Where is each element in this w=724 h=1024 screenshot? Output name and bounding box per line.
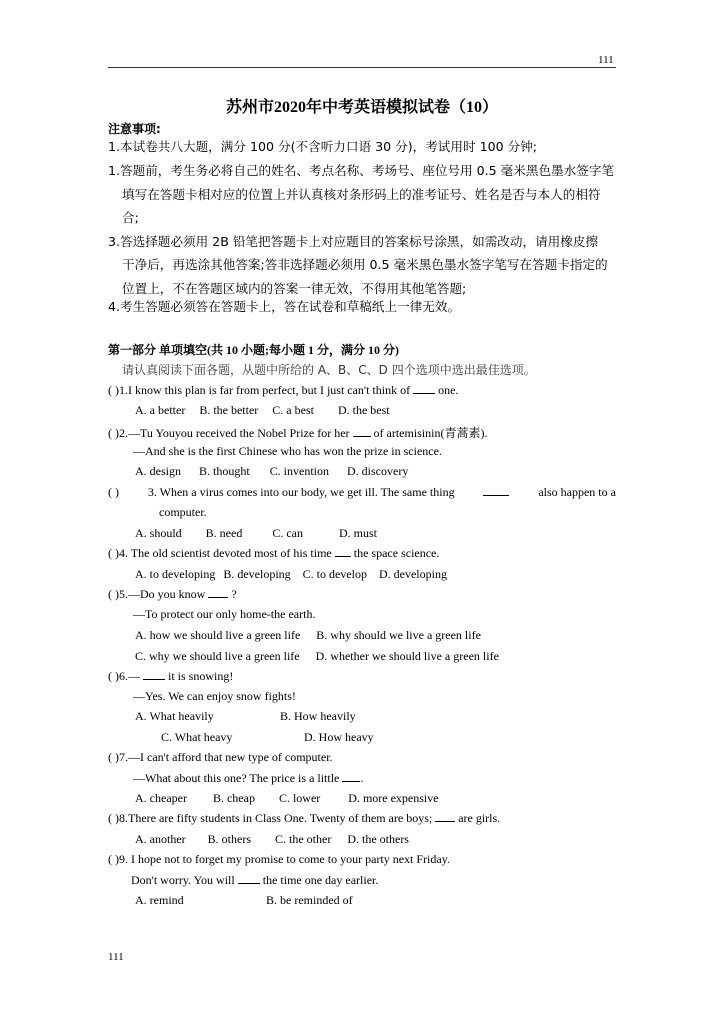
answer-paren: ( ) [108,546,119,560]
options-row [135,832,409,847]
answer-blank [238,873,260,884]
question-text: the space science. [353,546,440,560]
answer-paren: ( ) [108,750,119,764]
question-4 [108,546,439,561]
question-text: . [360,771,364,785]
question-7-reply [133,771,363,786]
option: D. whether we should live a green life [315,649,499,663]
option: D. must [338,526,377,540]
option: D. more expensive [348,791,439,805]
options-row [135,649,499,664]
question-text: 5.—Do you know [119,587,206,601]
note-line: 填写在答题卡相对应的位置上并认真核对条形码上的准考证号、姓名是否与本人的相符 [122,187,601,202]
option: C. the other [275,832,332,846]
option: A. how we should live a green life [135,628,301,642]
option: A. should [135,526,182,540]
question-9 [108,852,450,867]
answer-blank [143,669,165,680]
option: C. lower [278,791,321,805]
question-2-reply: —And she is the first Chinese who has won the prize in science. [133,444,442,458]
notes-heading: 注意事项: [108,122,161,136]
options-row [135,464,408,479]
option: B. be reminded of [266,893,353,907]
question-5-reply: —To protect our only home-the earth. [133,607,316,621]
question-text: 9. I hope not to forget my promise to come to your party next Friday. [119,852,450,866]
options-row [135,403,390,418]
option: C. invention [269,464,330,478]
footer-page-number: 111 [108,951,124,963]
options-row [135,567,447,582]
option: B. cheap [212,791,255,805]
question-text: are girls. [458,811,501,825]
option: B. thought [199,464,250,478]
option: B. need [205,526,243,540]
note-line: 位置上，不在答题区域内的答案一律无效，不得用其他笔答题; [122,281,467,296]
question-text: one. [438,383,459,397]
options-row [135,526,377,541]
option: C. a best [272,403,314,417]
answer-paren: ( ) [108,426,119,440]
option: B. How heavily [280,709,356,723]
option: A. another [135,832,186,846]
option: A. a better [135,403,186,417]
answer-blank [435,811,455,822]
section-heading: 第一部分 单项填空(共 10 小题;每小题 1 分，满分 10 分) [108,343,399,357]
question-text: also happen to a [538,485,616,499]
answer-blank [208,587,228,598]
option: A. cheaper [135,791,187,805]
question-9-reply [131,873,378,888]
answer-paren: ( ) [108,852,119,866]
option: B. developing [223,567,291,581]
note-line: 干净后，再选涂其他答案;答非选择题必须用 0.5 毫米黑色墨水签字笔写在答题卡指定的 [122,257,608,272]
option: B. the better [199,403,259,417]
answer-blank [483,485,509,496]
answer-blank [342,771,360,782]
option: A. remind [135,893,184,907]
option: C. What heavy [161,730,233,744]
answer-paren: ( ) [108,811,119,825]
section-instruction: 请认真阅读下面各题，从题中所给的 A、B、C、D 四个选项中选出最佳选项。 [122,363,536,377]
question-5 [108,587,237,602]
option: A. to developing [135,567,216,581]
answer-paren: ( ) [108,669,119,683]
question-6 [108,669,233,684]
question-1 [108,383,458,398]
question-text: 6.— [119,669,140,683]
option: A. What heavily [135,709,214,723]
option: C. to develop [302,567,367,581]
question-text: the time one day earlier. [262,873,379,887]
option: D. the others [347,832,409,846]
option: B. others [207,832,251,846]
note-line: 合; [122,210,139,225]
answer-blank [413,383,435,394]
question-8 [108,811,500,826]
options-row [135,791,439,806]
note-line: 1.本试卷共八大题，满分 100 分(不含听力口语 30 分)，考试用时 100 分钟; [108,139,538,154]
answer-paren: ( ) [108,383,119,397]
question-7 [108,750,333,765]
note-line: 4.考生答题必须答在答题卡上，答在试卷和草稿纸上一律无效。 [108,299,461,314]
answer-paren: ( ) [108,485,119,499]
option: D. developing [378,567,447,581]
option: A. design [135,464,181,478]
question-text: —What about this one? The price is a little [133,771,340,785]
option: D. the best [337,403,390,417]
question-3 [108,485,616,500]
question-text: Don't worry. You will [131,873,235,887]
question-text: 8.There are fifty students in Class One. Twenty of them are boys; [119,811,433,825]
note-line: 1.答题前，考生务必将自己的姓名、考点名称、考场号、座位号用 0.5 毫米黑色墨水签字笔 [108,163,615,178]
header-rule [108,67,616,68]
option: C. why we should live a green life [135,649,300,663]
option: B. why should we live a green life [316,628,481,642]
option: D. discovery [347,464,409,478]
answer-blank [353,426,371,437]
question-3-continued: computer. [159,505,207,519]
answer-paren: ( ) [108,587,119,601]
question-text: 2.—Tu Youyou received the Nobel Prize for her [119,426,350,440]
question-text: ? [231,587,237,601]
question-text: 7.—I can't afford that new type of computer. [119,750,333,764]
question-2 [108,424,488,441]
header-page-number: 111 [598,54,614,66]
note-line: 3.答选择题必须用 2B 铅笔把答题卡上对应题目的答案标号涂黑，如需改动，请用橡皮擦 [108,234,599,249]
question-6-reply: —Yes. We can enjoy snow fights! [133,689,296,703]
answer-blank [335,546,351,557]
question-text: 4. The old scientist devoted most of his time [119,546,332,560]
question-text: it is snowing! [168,669,234,683]
options-row [135,628,481,643]
page-title: 苏州市2020年中考英语模拟试卷（10） [225,99,498,116]
question-text: 1.I know this plan is far from perfect, but I just can't think of [119,383,411,397]
question-text: of artemisinin(青蒿素). [373,426,488,440]
question-text: 3. When a virus comes into our body, we get ill. The same thing [147,485,455,499]
option: C. can [272,526,303,540]
option: D. How heavy [304,730,374,744]
